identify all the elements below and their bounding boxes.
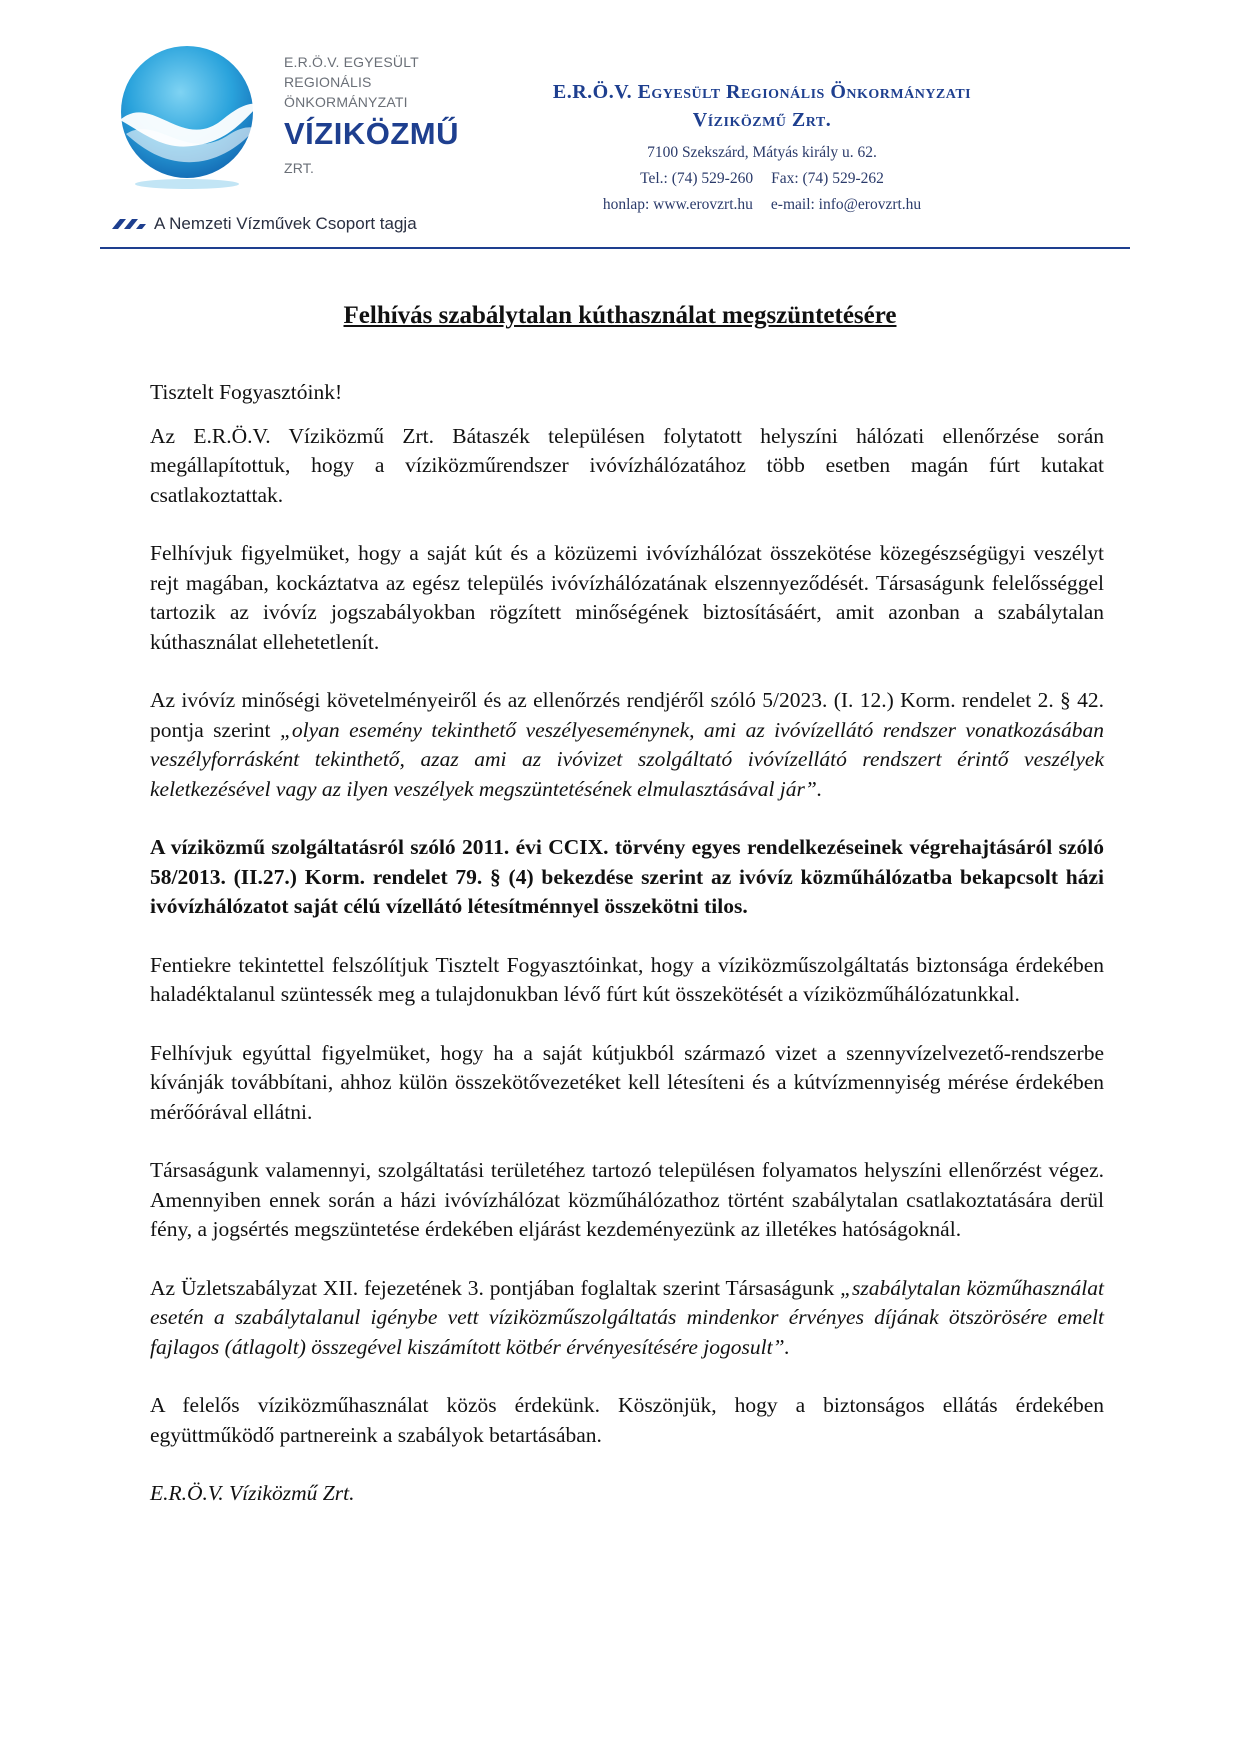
paragraph-3 (150, 686, 1104, 804)
company-header (472, 78, 1052, 218)
paragraph-4-legal-notice: A víziközmű szolgáltatásról szóló 2011. évi CCIX. törvény egyes rendelkezéseinek végrehajtásáról szóló 58/2013. (II.27.) Korm. rendelet 79. § (4) bekezdése szerint az ivóvíz közműhálózatba bekapcsolt házi ivóvízhálózatot saját célú vízellátó létesítménnyel összekötni tilos. (150, 835, 1104, 918)
phone: Tel.: (74) 529-260 (640, 170, 754, 187)
paragraph-8-lead: Az Üzletszabályzat XII. fejezetének 3. pontjában foglaltak szerint Társaságunk (150, 1275, 841, 1300)
fax: Fax: (74) 529-262 (771, 170, 884, 187)
address: 7100 Szekszárd, Mátyás király u. 62. (647, 144, 877, 161)
paragraph-3-lead: Az ivóvíz minőségi követelményeiről és az ellenőrzés rendjéről szóló 5/2023. (I. 12.) Korm. rendelet 2. § 42. pontja szerint (150, 688, 1104, 742)
document-title: Felhívás szabálytalan kúthasználat megszüntetésére (343, 302, 897, 329)
logo-brand-name: VÍZIKÖZMŰ (284, 116, 459, 151)
paragraph-8-quote: „szabálytalan közműhasználat esetén a szabálytalanul igénybe vett víziközműszolgáltatás mindenkor érvényes díjának ötszörösére emelt fajlagos (átlagolt) összegével kiszámított kötbér érvényesítésére jogosult”. (150, 1275, 1104, 1359)
paragraph-6: Felhívjuk egyúttal figyelmüket, hogy ha a saját kútjukból származó vizet a szennyvízelvezető-rendszerbe kívánják továbbítani, ahhoz külön összekötővezetéket kell létesíteni és a kútvízmennyiség mérése érdekében mérőórával ellátni. (150, 1040, 1104, 1124)
tagline-text: A Nemzeti Vízművek Csoport tagja (154, 214, 417, 233)
logo-text (284, 52, 459, 178)
paragraph-8 (150, 1274, 1104, 1363)
paragraph-7: Társaságunk valamennyi, szolgáltatási területéhez tartozó településen folyamatos helyszíni ellenőrzést végez. Amennyiben ennek során a házi ivóvízhálózat közműhálózathoz történt szabálytalan csatlakoztatására derül fény, a jogsértés megszüntetése érdekében eljárást kezdeményezünk az illetékes hatóságoknál. (150, 1158, 1104, 1241)
contact-block (472, 140, 1052, 218)
logo-line-3: ÖNKORMÁNYZATI (284, 94, 408, 110)
paragraph-1: Az E.R.Ö.V. Víziközmű Zrt. Bátaszék településen folytatott helyszíni hálózati ellenőrzése során megállapítottuk, hogy a víziközműrendszer ivóvízhálózatához több esetben magán fúrt kutakat csatlakoztattak. (150, 423, 1104, 507)
document-body (150, 378, 1104, 1538)
water-drop-logo-icon (112, 42, 262, 192)
website-link[interactable]: honlap: www.erovzrt.hu (602, 196, 753, 213)
company-name-line-2: Víziközmű Zrt. (692, 109, 832, 131)
paragraph-9: A felelős víziközműhasználat közös érdekünk. Köszönjük, hogy a biztonságos ellátás érdekében együttműködő partnereink a szabályok betartásában. (150, 1393, 1104, 1447)
logo-line-2: REGIONÁLIS (284, 74, 372, 90)
paragraph-3-quote: „olyan esemény tekinthető veszélyeseménynek, ami az ivóvízellátó rendszer vonatkozásában veszélyforrásként tekinthető, azaz ami az ivóvizet szolgáltató ivóvízellátó rendszert érintő veszélyek keletkezésével vagy az ilyen veszélyek megszüntetésének elmulasztásával jár”. (150, 717, 1104, 801)
header-divider (100, 247, 1130, 249)
logo-line-5: ZRT. (284, 160, 315, 176)
company-logo (112, 42, 472, 242)
paragraph-5: Fentiekre tekintettel felszólítjuk Tisztelt Fogyasztóinkat, hogy a víziközműszolgáltatás biztonsága érdekében haladéktalanul szüntessék meg a tulajdonukban lévő fúrt kút összekötését a víziközműhálózatunkkal. (150, 952, 1104, 1006)
logo-line-1: E.R.Ö.V. EGYESÜLT (284, 54, 419, 70)
company-name (472, 78, 1052, 134)
company-name-line-1: E.R.Ö.V. Egyesült Regionális Önkormányzati (552, 81, 972, 103)
paragraph-2: Felhívjuk figyelmüket, hogy a saját kút és a közüzemi ivóvízhálózat összekötése közegészségügyi veszélyt rejt magában, kockáztatva az egész település ivóvízhálózatának elszennyeződését. Társaságunk felelősséggel tartozik az ivóvíz jogszabályokban rögzített minőségének biztosításáért, amit azonban a szabálytalan kúthasználat ellehetetlenít. (150, 541, 1104, 654)
email-link[interactable]: e-mail: info@erovzrt.hu (770, 196, 922, 213)
logo-tagline (112, 214, 417, 234)
salutation: Tisztelt Fogyasztóink! (150, 380, 343, 404)
nvcs-arrows-icon (112, 217, 146, 231)
signature: E.R.Ö.V. Víziközmű Zrt. (150, 1481, 355, 1505)
